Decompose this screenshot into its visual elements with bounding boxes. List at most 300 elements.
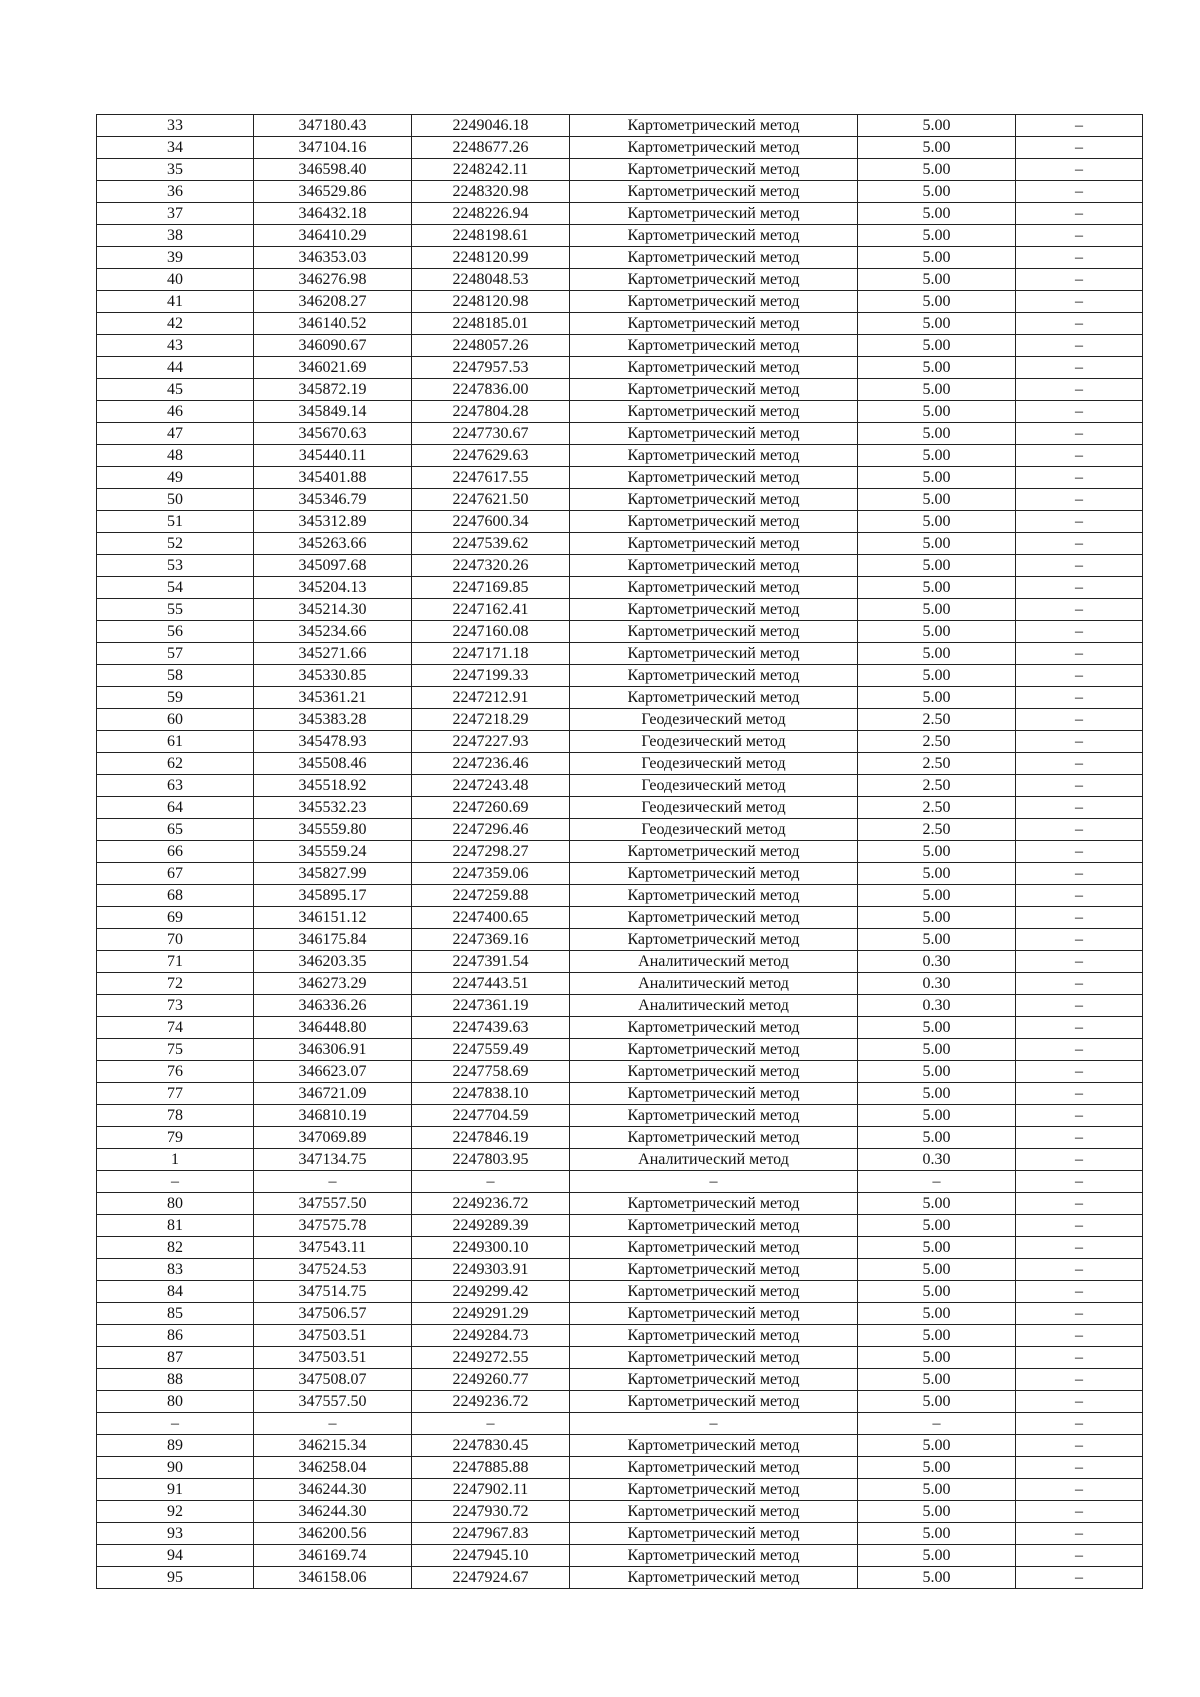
y-coordinate-cell: 2247296.46 <box>412 819 570 841</box>
table-row <box>97 1413 1143 1435</box>
note-cell: – <box>1016 775 1143 797</box>
accuracy-cell: – <box>858 1413 1016 1435</box>
y-coordinate-cell: 2247260.69 <box>412 797 570 819</box>
note-cell: – <box>1016 1545 1143 1567</box>
table-row <box>97 1369 1143 1391</box>
y-coordinate-cell: 2247600.34 <box>412 511 570 533</box>
accuracy-cell: 5.00 <box>858 1545 1016 1567</box>
y-coordinate-cell: 2249289.39 <box>412 1215 570 1237</box>
note-cell: – <box>1016 225 1143 247</box>
note-cell: – <box>1016 1479 1143 1501</box>
table-row <box>97 753 1143 775</box>
point-number-cell: 45 <box>97 379 254 401</box>
x-coordinate-cell: 345361.21 <box>254 687 412 709</box>
point-number-cell: 78 <box>97 1105 254 1127</box>
point-number-cell: 92 <box>97 1501 254 1523</box>
table-row <box>97 137 1143 159</box>
x-coordinate-cell: 346353.03 <box>254 247 412 269</box>
method-cell: Картометрический метод <box>570 1501 858 1523</box>
table-row <box>97 225 1143 247</box>
point-number-cell: 56 <box>97 621 254 643</box>
table-row <box>97 687 1143 709</box>
point-number-cell: 52 <box>97 533 254 555</box>
method-cell: Картометрический метод <box>570 1369 858 1391</box>
x-coordinate-cell: 347503.51 <box>254 1325 412 1347</box>
note-cell: – <box>1016 1259 1143 1281</box>
table-row <box>97 577 1143 599</box>
point-number-cell: 44 <box>97 357 254 379</box>
note-cell: – <box>1016 203 1143 225</box>
y-coordinate-cell: 2247539.62 <box>412 533 570 555</box>
y-coordinate-cell: 2247885.88 <box>412 1457 570 1479</box>
point-number-cell: 89 <box>97 1435 254 1457</box>
method-cell: – <box>570 1171 858 1193</box>
point-number-cell: 85 <box>97 1303 254 1325</box>
x-coordinate-cell: 347543.11 <box>254 1237 412 1259</box>
note-cell: – <box>1016 181 1143 203</box>
table-row <box>97 1193 1143 1215</box>
x-coordinate-cell: 346258.04 <box>254 1457 412 1479</box>
x-coordinate-cell: 346244.30 <box>254 1501 412 1523</box>
method-cell: Картометрический метод <box>570 291 858 313</box>
point-number-cell: 39 <box>97 247 254 269</box>
accuracy-cell: 5.00 <box>858 445 1016 467</box>
table-row <box>97 1039 1143 1061</box>
x-coordinate-cell: 345478.93 <box>254 731 412 753</box>
point-number-cell: 90 <box>97 1457 254 1479</box>
method-cell: Картометрический метод <box>570 137 858 159</box>
x-coordinate-cell: 347557.50 <box>254 1391 412 1413</box>
note-cell: – <box>1016 533 1143 555</box>
method-cell: Картометрический метод <box>570 1193 858 1215</box>
x-coordinate-cell: 347575.78 <box>254 1215 412 1237</box>
note-cell: – <box>1016 1061 1143 1083</box>
method-cell: Картометрический метод <box>570 1083 858 1105</box>
method-cell: Картометрический метод <box>570 1105 858 1127</box>
y-coordinate-cell: 2247945.10 <box>412 1545 570 1567</box>
x-coordinate-cell: 345271.66 <box>254 643 412 665</box>
y-coordinate-cell: 2247169.85 <box>412 577 570 599</box>
method-cell: Картометрический метод <box>570 687 858 709</box>
y-coordinate-cell: 2247259.88 <box>412 885 570 907</box>
y-coordinate-cell: 2247227.93 <box>412 731 570 753</box>
method-cell: Аналитический метод <box>570 995 858 1017</box>
y-coordinate-cell: 2249236.72 <box>412 1193 570 1215</box>
point-number-cell: 69 <box>97 907 254 929</box>
point-number-cell: 71 <box>97 951 254 973</box>
x-coordinate-cell: 345518.92 <box>254 775 412 797</box>
point-number-cell: 49 <box>97 467 254 489</box>
point-number-cell: 63 <box>97 775 254 797</box>
accuracy-cell: 5.00 <box>858 159 1016 181</box>
y-coordinate-cell: 2247621.50 <box>412 489 570 511</box>
note-cell: – <box>1016 1501 1143 1523</box>
method-cell: Картометрический метод <box>570 1479 858 1501</box>
accuracy-cell: 5.00 <box>858 1259 1016 1281</box>
method-cell: Картометрический метод <box>570 1545 858 1567</box>
table-row <box>97 1017 1143 1039</box>
note-cell: – <box>1016 1435 1143 1457</box>
note-cell: – <box>1016 907 1143 929</box>
method-cell: Картометрический метод <box>570 1435 858 1457</box>
y-coordinate-cell: 2247162.41 <box>412 599 570 621</box>
note-cell: – <box>1016 1171 1143 1193</box>
note-cell: – <box>1016 489 1143 511</box>
table-row <box>97 797 1143 819</box>
point-number-cell: 95 <box>97 1567 254 1589</box>
y-coordinate-cell: 2249303.91 <box>412 1259 570 1281</box>
table-row <box>97 1303 1143 1325</box>
note-cell: – <box>1016 1325 1143 1347</box>
accuracy-cell: 5.00 <box>858 1061 1016 1083</box>
method-cell: Картометрический метод <box>570 885 858 907</box>
note-cell: – <box>1016 863 1143 885</box>
x-coordinate-cell: – <box>254 1413 412 1435</box>
point-number-cell: – <box>97 1171 254 1193</box>
x-coordinate-cell: 346273.29 <box>254 973 412 995</box>
note-cell: – <box>1016 247 1143 269</box>
point-number-cell: – <box>97 1413 254 1435</box>
point-number-cell: 60 <box>97 709 254 731</box>
note-cell: – <box>1016 1281 1143 1303</box>
y-coordinate-cell: 2248677.26 <box>412 137 570 159</box>
point-number-cell: 42 <box>97 313 254 335</box>
x-coordinate-cell: 346276.98 <box>254 269 412 291</box>
table-row <box>97 533 1143 555</box>
accuracy-cell: 5.00 <box>858 291 1016 313</box>
table-row <box>97 929 1143 951</box>
y-coordinate-cell: 2249299.42 <box>412 1281 570 1303</box>
note-cell: – <box>1016 1105 1143 1127</box>
method-cell: Картометрический метод <box>570 1215 858 1237</box>
point-number-cell: 83 <box>97 1259 254 1281</box>
point-number-cell: 93 <box>97 1523 254 1545</box>
note-cell: – <box>1016 643 1143 665</box>
method-cell: Картометрический метод <box>570 643 858 665</box>
accuracy-cell: 5.00 <box>858 1435 1016 1457</box>
x-coordinate-cell: 345508.46 <box>254 753 412 775</box>
accuracy-cell: 2.50 <box>858 819 1016 841</box>
y-coordinate-cell: 2249046.18 <box>412 115 570 137</box>
x-coordinate-cell: 346021.69 <box>254 357 412 379</box>
point-number-cell: 51 <box>97 511 254 533</box>
accuracy-cell: 5.00 <box>858 1479 1016 1501</box>
x-coordinate-cell: 346529.86 <box>254 181 412 203</box>
accuracy-cell: 5.00 <box>858 357 1016 379</box>
note-cell: – <box>1016 1149 1143 1171</box>
y-coordinate-cell: 2247391.54 <box>412 951 570 973</box>
table-row <box>97 181 1143 203</box>
y-coordinate-cell: 2247803.95 <box>412 1149 570 1171</box>
y-coordinate-cell: 2247298.27 <box>412 841 570 863</box>
y-coordinate-cell: 2247830.45 <box>412 1435 570 1457</box>
accuracy-cell: 5.00 <box>858 181 1016 203</box>
y-coordinate-cell: 2248242.11 <box>412 159 570 181</box>
method-cell: Геодезический метод <box>570 797 858 819</box>
x-coordinate-cell: 345401.88 <box>254 467 412 489</box>
note-cell: – <box>1016 445 1143 467</box>
method-cell: Картометрический метод <box>570 929 858 951</box>
x-coordinate-cell: 346200.56 <box>254 1523 412 1545</box>
accuracy-cell: – <box>858 1171 1016 1193</box>
point-number-cell: 74 <box>97 1017 254 1039</box>
method-cell: Картометрический метод <box>570 445 858 467</box>
accuracy-cell: 5.00 <box>858 379 1016 401</box>
accuracy-cell: 2.50 <box>858 731 1016 753</box>
point-number-cell: 91 <box>97 1479 254 1501</box>
method-cell: Аналитический метод <box>570 951 858 973</box>
method-cell: Картометрический метод <box>570 357 858 379</box>
x-coordinate-cell: 345559.24 <box>254 841 412 863</box>
method-cell: Картометрический метод <box>570 489 858 511</box>
table-row <box>97 1523 1143 1545</box>
method-cell: Картометрический метод <box>570 1061 858 1083</box>
y-coordinate-cell: 2247930.72 <box>412 1501 570 1523</box>
accuracy-cell: 5.00 <box>858 929 1016 951</box>
point-number-cell: 53 <box>97 555 254 577</box>
y-coordinate-cell: 2247243.48 <box>412 775 570 797</box>
method-cell: Аналитический метод <box>570 973 858 995</box>
note-cell: – <box>1016 621 1143 643</box>
note-cell: – <box>1016 159 1143 181</box>
table-row <box>97 665 1143 687</box>
point-number-cell: 67 <box>97 863 254 885</box>
method-cell: Картометрический метод <box>570 511 858 533</box>
point-number-cell: 68 <box>97 885 254 907</box>
note-cell: – <box>1016 335 1143 357</box>
x-coordinate-cell: 345440.11 <box>254 445 412 467</box>
accuracy-cell: 5.00 <box>858 467 1016 489</box>
table-row <box>97 907 1143 929</box>
accuracy-cell: 5.00 <box>858 907 1016 929</box>
y-coordinate-cell: 2249272.55 <box>412 1347 570 1369</box>
table-row <box>97 1325 1143 1347</box>
x-coordinate-cell: 345263.66 <box>254 533 412 555</box>
accuracy-cell: 5.00 <box>858 1369 1016 1391</box>
note-cell: – <box>1016 1369 1143 1391</box>
y-coordinate-cell: 2247559.49 <box>412 1039 570 1061</box>
note-cell: – <box>1016 577 1143 599</box>
table-row <box>97 401 1143 423</box>
note-cell: – <box>1016 115 1143 137</box>
table-row <box>97 357 1143 379</box>
table-row <box>97 423 1143 445</box>
table-row <box>97 1149 1143 1171</box>
table-row <box>97 1237 1143 1259</box>
note-cell: – <box>1016 1127 1143 1149</box>
table-row <box>97 115 1143 137</box>
method-cell: Картометрический метод <box>570 577 858 599</box>
accuracy-cell: 0.30 <box>858 973 1016 995</box>
accuracy-cell: 5.00 <box>858 313 1016 335</box>
accuracy-cell: 5.00 <box>858 401 1016 423</box>
note-cell: – <box>1016 687 1143 709</box>
accuracy-cell: 5.00 <box>858 137 1016 159</box>
note-cell: – <box>1016 511 1143 533</box>
x-coordinate-cell: 347508.07 <box>254 1369 412 1391</box>
point-number-cell: 86 <box>97 1325 254 1347</box>
coordinates-table-body <box>97 115 1143 1589</box>
x-coordinate-cell: 346432.18 <box>254 203 412 225</box>
x-coordinate-cell: 345383.28 <box>254 709 412 731</box>
accuracy-cell: 5.00 <box>858 621 1016 643</box>
method-cell: Картометрический метод <box>570 1457 858 1479</box>
accuracy-cell: 5.00 <box>858 1567 1016 1589</box>
method-cell: Картометрический метод <box>570 907 858 929</box>
point-number-cell: 73 <box>97 995 254 1017</box>
note-cell: – <box>1016 313 1143 335</box>
accuracy-cell: 0.30 <box>858 951 1016 973</box>
point-number-cell: 75 <box>97 1039 254 1061</box>
method-cell: Картометрический метод <box>570 115 858 137</box>
y-coordinate-cell: 2248120.98 <box>412 291 570 313</box>
x-coordinate-cell: 347557.50 <box>254 1193 412 1215</box>
table-row <box>97 1061 1143 1083</box>
note-cell: – <box>1016 1567 1143 1589</box>
table-row <box>97 1105 1143 1127</box>
note-cell: – <box>1016 973 1143 995</box>
x-coordinate-cell: 345872.19 <box>254 379 412 401</box>
note-cell: – <box>1016 1083 1143 1105</box>
table-row <box>97 1127 1143 1149</box>
method-cell: Картометрический метод <box>570 225 858 247</box>
method-cell: – <box>570 1413 858 1435</box>
note-cell: – <box>1016 709 1143 731</box>
point-number-cell: 84 <box>97 1281 254 1303</box>
y-coordinate-cell: 2248185.01 <box>412 313 570 335</box>
y-coordinate-cell: 2247836.00 <box>412 379 570 401</box>
point-number-cell: 36 <box>97 181 254 203</box>
y-coordinate-cell: 2247617.55 <box>412 467 570 489</box>
accuracy-cell: 5.00 <box>858 1105 1016 1127</box>
table-row <box>97 863 1143 885</box>
method-cell: Картометрический метод <box>570 401 858 423</box>
method-cell: Картометрический метод <box>570 665 858 687</box>
x-coordinate-cell: 346090.67 <box>254 335 412 357</box>
method-cell: Геодезический метод <box>570 731 858 753</box>
accuracy-cell: 5.00 <box>858 687 1016 709</box>
y-coordinate-cell: 2247212.91 <box>412 687 570 709</box>
accuracy-cell: 5.00 <box>858 1391 1016 1413</box>
note-cell: – <box>1016 1215 1143 1237</box>
table-row <box>97 1083 1143 1105</box>
table-row <box>97 335 1143 357</box>
y-coordinate-cell: 2247369.16 <box>412 929 570 951</box>
accuracy-cell: 5.00 <box>858 511 1016 533</box>
y-coordinate-cell: – <box>412 1171 570 1193</box>
accuracy-cell: 2.50 <box>858 775 1016 797</box>
method-cell: Картометрический метод <box>570 1259 858 1281</box>
table-row <box>97 555 1143 577</box>
point-number-cell: 46 <box>97 401 254 423</box>
method-cell: Картометрический метод <box>570 423 858 445</box>
accuracy-cell: 5.00 <box>858 225 1016 247</box>
y-coordinate-cell: 2248320.98 <box>412 181 570 203</box>
accuracy-cell: 5.00 <box>858 1325 1016 1347</box>
x-coordinate-cell: 345559.80 <box>254 819 412 841</box>
accuracy-cell: 0.30 <box>858 995 1016 1017</box>
table-row <box>97 489 1143 511</box>
method-cell: Картометрический метод <box>570 203 858 225</box>
table-row <box>97 291 1143 313</box>
note-cell: – <box>1016 1237 1143 1259</box>
table-row <box>97 599 1143 621</box>
point-number-cell: 55 <box>97 599 254 621</box>
x-coordinate-cell: 346410.29 <box>254 225 412 247</box>
x-coordinate-cell: 346140.52 <box>254 313 412 335</box>
table-row <box>97 731 1143 753</box>
y-coordinate-cell: 2247838.10 <box>412 1083 570 1105</box>
point-number-cell: 80 <box>97 1193 254 1215</box>
table-row <box>97 159 1143 181</box>
table-row <box>97 445 1143 467</box>
x-coordinate-cell: – <box>254 1171 412 1193</box>
table-row <box>97 203 1143 225</box>
table-row <box>97 1391 1143 1413</box>
accuracy-cell: 5.00 <box>858 1303 1016 1325</box>
x-coordinate-cell: 345097.68 <box>254 555 412 577</box>
accuracy-cell: 5.00 <box>858 665 1016 687</box>
table-row <box>97 1215 1143 1237</box>
point-number-cell: 66 <box>97 841 254 863</box>
method-cell: Картометрический метод <box>570 555 858 577</box>
table-row <box>97 973 1143 995</box>
y-coordinate-cell: 2247846.19 <box>412 1127 570 1149</box>
accuracy-cell: 5.00 <box>858 1127 1016 1149</box>
y-coordinate-cell: 2247902.11 <box>412 1479 570 1501</box>
method-cell: Геодезический метод <box>570 775 858 797</box>
table-row <box>97 885 1143 907</box>
note-cell: – <box>1016 929 1143 951</box>
y-coordinate-cell: 2247804.28 <box>412 401 570 423</box>
accuracy-cell: 5.00 <box>858 1501 1016 1523</box>
note-cell: – <box>1016 1391 1143 1413</box>
x-coordinate-cell: 347506.57 <box>254 1303 412 1325</box>
table-row <box>97 1171 1143 1193</box>
x-coordinate-cell: 347104.16 <box>254 137 412 159</box>
accuracy-cell: 5.00 <box>858 1457 1016 1479</box>
x-coordinate-cell: 347524.53 <box>254 1259 412 1281</box>
x-coordinate-cell: 347134.75 <box>254 1149 412 1171</box>
method-cell: Картометрический метод <box>570 1017 858 1039</box>
point-number-cell: 54 <box>97 577 254 599</box>
x-coordinate-cell: 346306.91 <box>254 1039 412 1061</box>
method-cell: Картометрический метод <box>570 1325 858 1347</box>
accuracy-cell: 2.50 <box>858 797 1016 819</box>
point-number-cell: 82 <box>97 1237 254 1259</box>
x-coordinate-cell: 345330.85 <box>254 665 412 687</box>
y-coordinate-cell: 2247957.53 <box>412 357 570 379</box>
point-number-cell: 34 <box>97 137 254 159</box>
y-coordinate-cell: 2247730.67 <box>412 423 570 445</box>
y-coordinate-cell: 2247704.59 <box>412 1105 570 1127</box>
method-cell: Картометрический метод <box>570 1281 858 1303</box>
table-row <box>97 269 1143 291</box>
note-cell: – <box>1016 599 1143 621</box>
accuracy-cell: 5.00 <box>858 1523 1016 1545</box>
point-number-cell: 87 <box>97 1347 254 1369</box>
x-coordinate-cell: 346336.26 <box>254 995 412 1017</box>
accuracy-cell: 5.00 <box>858 269 1016 291</box>
note-cell: – <box>1016 467 1143 489</box>
method-cell: Картометрический метод <box>570 159 858 181</box>
accuracy-cell: 5.00 <box>858 115 1016 137</box>
note-cell: – <box>1016 379 1143 401</box>
y-coordinate-cell: 2247439.63 <box>412 1017 570 1039</box>
accuracy-cell: 5.00 <box>858 885 1016 907</box>
point-number-cell: 47 <box>97 423 254 445</box>
y-coordinate-cell: 2247171.18 <box>412 643 570 665</box>
